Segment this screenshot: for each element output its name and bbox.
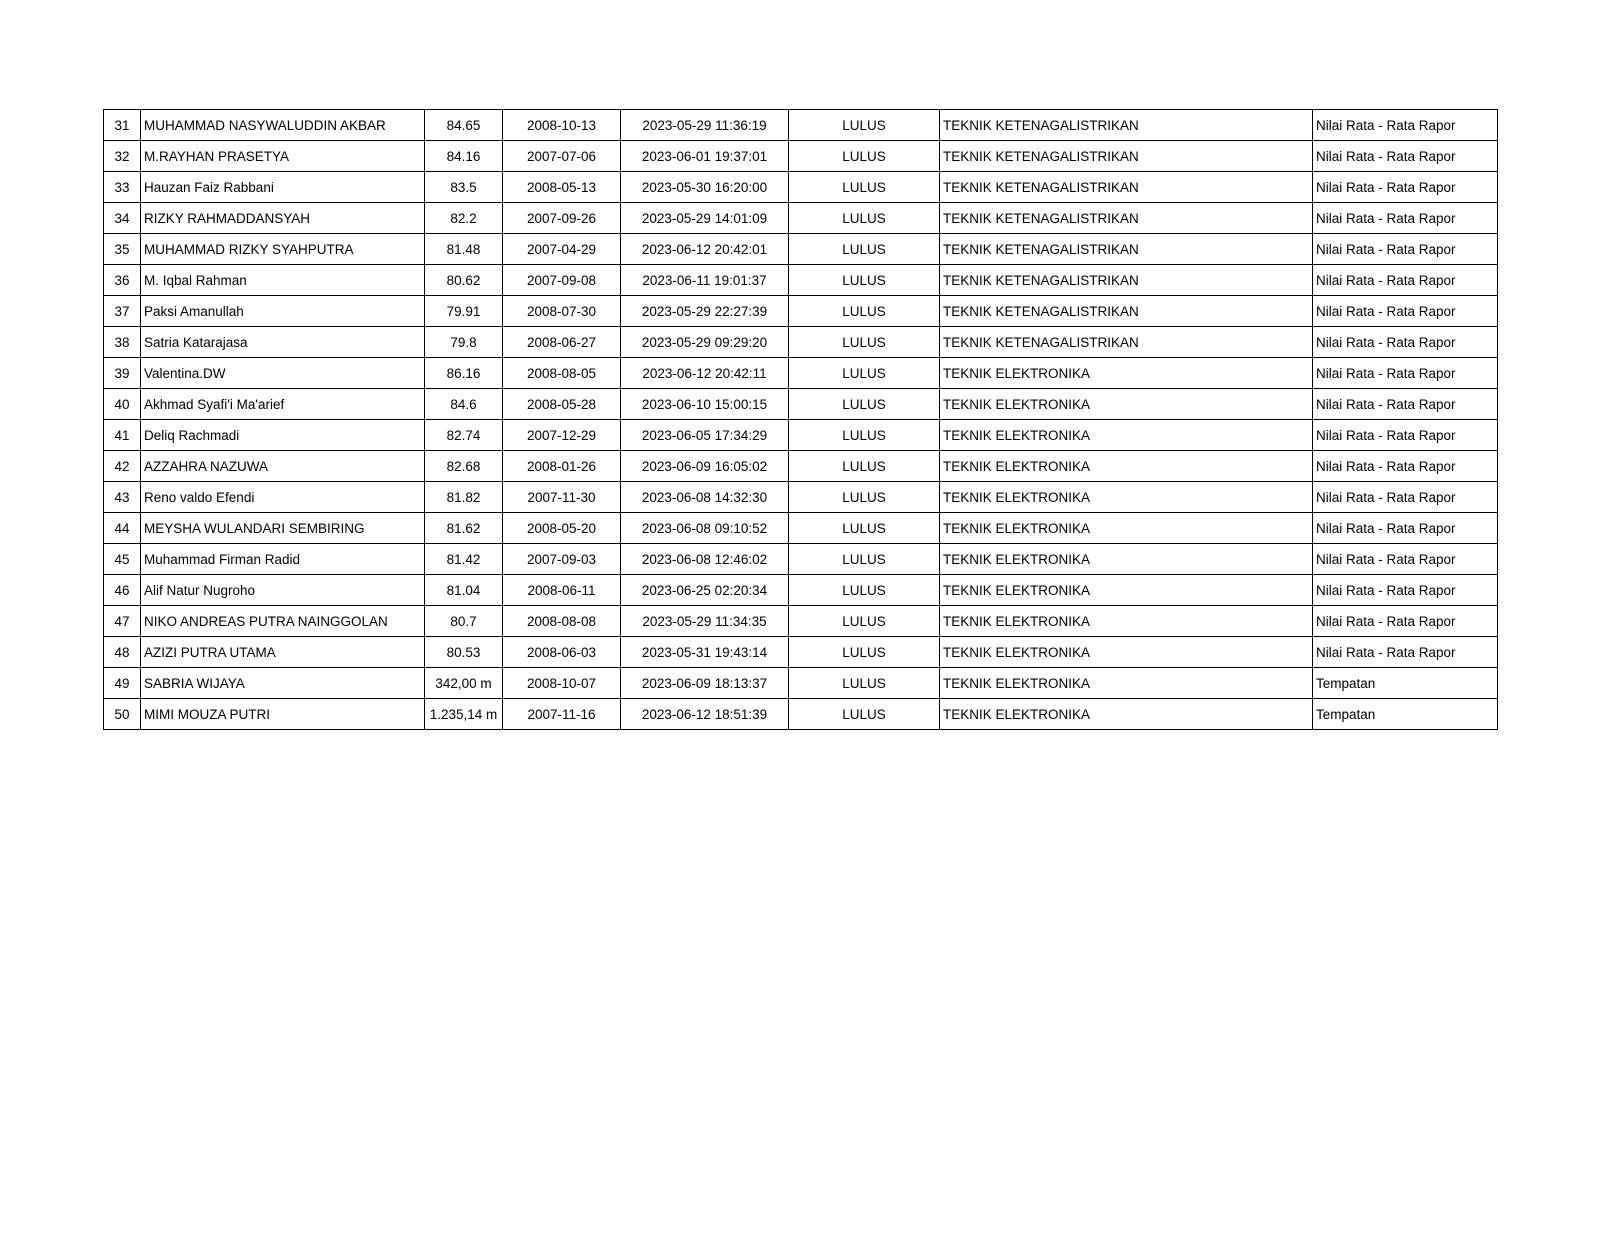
program-cell: TEKNIK KETENAGALISTRIKAN [940, 203, 1313, 234]
score-cell: 80.62 [425, 265, 503, 296]
status-cell: LULUS [789, 420, 940, 451]
student-name-cell: RIZKY RAHMADDANSYAH [141, 203, 425, 234]
registration-time-cell: 2023-06-09 16:05:02 [621, 451, 789, 482]
birth-date-cell: 2008-08-08 [503, 606, 621, 637]
table-row [104, 358, 1498, 389]
program-cell: TEKNIK ELEKTRONIKA [940, 544, 1313, 575]
table-row [104, 203, 1498, 234]
student-name-cell: Paksi Amanullah [141, 296, 425, 327]
status-cell: LULUS [789, 110, 940, 141]
student-name-cell: MIMI MOUZA PUTRI [141, 699, 425, 730]
program-cell: TEKNIK KETENAGALISTRIKAN [940, 141, 1313, 172]
status-cell: LULUS [789, 668, 940, 699]
program-cell: TEKNIK ELEKTRONIKA [940, 451, 1313, 482]
registration-time-cell: 2023-06-12 18:51:39 [621, 699, 789, 730]
registration-time-cell: 2023-06-12 20:42:11 [621, 358, 789, 389]
table-row [104, 296, 1498, 327]
table-row [104, 513, 1498, 544]
student-name-cell: Hauzan Faiz Rabbani [141, 172, 425, 203]
row-number-cell: 38 [104, 327, 141, 358]
status-cell: LULUS [789, 296, 940, 327]
status-cell: LULUS [789, 389, 940, 420]
registration-time-cell: 2023-06-08 14:32:30 [621, 482, 789, 513]
row-number-cell: 31 [104, 110, 141, 141]
birth-date-cell: 2008-10-13 [503, 110, 621, 141]
table-row [104, 544, 1498, 575]
student-name-cell: NIKO ANDREAS PUTRA NAINGGOLAN [141, 606, 425, 637]
birth-date-cell: 2008-10-07 [503, 668, 621, 699]
score-cell: 79.91 [425, 296, 503, 327]
score-cell: 86.16 [425, 358, 503, 389]
score-cell: 79.8 [425, 327, 503, 358]
status-cell: LULUS [789, 513, 940, 544]
program-cell: TEKNIK ELEKTRONIKA [940, 358, 1313, 389]
status-cell: LULUS [789, 358, 940, 389]
pathway-cell: Nilai Rata - Rata Rapor [1313, 141, 1498, 172]
program-cell: TEKNIK KETENAGALISTRIKAN [940, 327, 1313, 358]
row-number-cell: 34 [104, 203, 141, 234]
row-number-cell: 42 [104, 451, 141, 482]
pathway-cell: Nilai Rata - Rata Rapor [1313, 265, 1498, 296]
birth-date-cell: 2007-12-29 [503, 420, 621, 451]
program-cell: TEKNIK ELEKTRONIKA [940, 389, 1313, 420]
score-cell: 1.235,14 m [425, 699, 503, 730]
table-row [104, 110, 1498, 141]
score-cell: 84.16 [425, 141, 503, 172]
row-number-cell: 40 [104, 389, 141, 420]
program-cell: TEKNIK KETENAGALISTRIKAN [940, 110, 1313, 141]
birth-date-cell: 2007-11-30 [503, 482, 621, 513]
row-number-cell: 44 [104, 513, 141, 544]
table-row [104, 141, 1498, 172]
student-name-cell: Deliq Rachmadi [141, 420, 425, 451]
registration-time-cell: 2023-05-31 19:43:14 [621, 637, 789, 668]
program-cell: TEKNIK ELEKTRONIKA [940, 606, 1313, 637]
birth-date-cell: 2008-06-11 [503, 575, 621, 606]
pathway-cell: Nilai Rata - Rata Rapor [1313, 203, 1498, 234]
registration-time-cell: 2023-06-05 17:34:29 [621, 420, 789, 451]
score-cell: 83.5 [425, 172, 503, 203]
birth-date-cell: 2008-01-26 [503, 451, 621, 482]
birth-date-cell: 2008-05-20 [503, 513, 621, 544]
score-cell: 81.48 [425, 234, 503, 265]
status-cell: LULUS [789, 637, 940, 668]
score-cell: 81.42 [425, 544, 503, 575]
pathway-cell: Nilai Rata - Rata Rapor [1313, 234, 1498, 265]
table-row [104, 637, 1498, 668]
row-number-cell: 47 [104, 606, 141, 637]
status-cell: LULUS [789, 544, 940, 575]
registration-time-cell: 2023-06-08 09:10:52 [621, 513, 789, 544]
table-row [104, 451, 1498, 482]
program-cell: TEKNIK ELEKTRONIKA [940, 668, 1313, 699]
birth-date-cell: 2008-06-03 [503, 637, 621, 668]
row-number-cell: 43 [104, 482, 141, 513]
registration-time-cell: 2023-06-12 20:42:01 [621, 234, 789, 265]
row-number-cell: 39 [104, 358, 141, 389]
table-row [104, 172, 1498, 203]
row-number-cell: 49 [104, 668, 141, 699]
score-cell: 82.2 [425, 203, 503, 234]
row-number-cell: 37 [104, 296, 141, 327]
student-name-cell: Valentina.DW [141, 358, 425, 389]
status-cell: LULUS [789, 265, 940, 296]
row-number-cell: 45 [104, 544, 141, 575]
program-cell: TEKNIK ELEKTRONIKA [940, 420, 1313, 451]
birth-date-cell: 2008-05-28 [503, 389, 621, 420]
pathway-cell: Nilai Rata - Rata Rapor [1313, 482, 1498, 513]
row-number-cell: 32 [104, 141, 141, 172]
birth-date-cell: 2007-09-08 [503, 265, 621, 296]
table-row [104, 668, 1498, 699]
registration-time-cell: 2023-06-10 15:00:15 [621, 389, 789, 420]
registration-time-cell: 2023-05-29 11:34:35 [621, 606, 789, 637]
score-cell: 342,00 m [425, 668, 503, 699]
birth-date-cell: 2007-07-06 [503, 141, 621, 172]
student-name-cell: M. Iqbal Rahman [141, 265, 425, 296]
student-name-cell: Alif Natur Nugroho [141, 575, 425, 606]
student-name-cell: MUHAMMAD NASYWALUDDIN AKBAR [141, 110, 425, 141]
row-number-cell: 48 [104, 637, 141, 668]
score-cell: 82.74 [425, 420, 503, 451]
birth-date-cell: 2008-05-13 [503, 172, 621, 203]
score-cell: 80.53 [425, 637, 503, 668]
registration-time-cell: 2023-05-29 22:27:39 [621, 296, 789, 327]
status-cell: LULUS [789, 699, 940, 730]
row-number-cell: 36 [104, 265, 141, 296]
program-cell: TEKNIK KETENAGALISTRIKAN [940, 172, 1313, 203]
pathway-cell: Nilai Rata - Rata Rapor [1313, 513, 1498, 544]
student-name-cell: Satria Katarajasa [141, 327, 425, 358]
score-cell: 81.62 [425, 513, 503, 544]
program-cell: TEKNIK ELEKTRONIKA [940, 575, 1313, 606]
pathway-cell: Nilai Rata - Rata Rapor [1313, 420, 1498, 451]
birth-date-cell: 2007-04-29 [503, 234, 621, 265]
program-cell: TEKNIK ELEKTRONIKA [940, 637, 1313, 668]
score-cell: 82.68 [425, 451, 503, 482]
table-row [104, 420, 1498, 451]
pathway-cell: Nilai Rata - Rata Rapor [1313, 327, 1498, 358]
table-row [104, 575, 1498, 606]
pathway-cell: Nilai Rata - Rata Rapor [1313, 389, 1498, 420]
student-name-cell: AZZAHRA NAZUWA [141, 451, 425, 482]
program-cell: TEKNIK KETENAGALISTRIKAN [940, 296, 1313, 327]
student-name-cell: Reno valdo Efendi [141, 482, 425, 513]
student-name-cell: SABRIA WIJAYA [141, 668, 425, 699]
row-number-cell: 46 [104, 575, 141, 606]
birth-date-cell: 2008-08-05 [503, 358, 621, 389]
registration-time-cell: 2023-06-09 18:13:37 [621, 668, 789, 699]
program-cell: TEKNIK KETENAGALISTRIKAN [940, 234, 1313, 265]
student-name-cell: AZIZI PUTRA UTAMA [141, 637, 425, 668]
status-cell: LULUS [789, 172, 940, 203]
score-cell: 84.65 [425, 110, 503, 141]
program-cell: TEKNIK KETENAGALISTRIKAN [940, 265, 1313, 296]
registration-time-cell: 2023-06-01 19:37:01 [621, 141, 789, 172]
birth-date-cell: 2008-07-30 [503, 296, 621, 327]
status-cell: LULUS [789, 482, 940, 513]
score-cell: 81.04 [425, 575, 503, 606]
status-cell: LULUS [789, 606, 940, 637]
pathway-cell: Tempatan [1313, 699, 1498, 730]
table-row [104, 389, 1498, 420]
row-number-cell: 35 [104, 234, 141, 265]
table-body [104, 110, 1498, 730]
status-cell: LULUS [789, 451, 940, 482]
status-cell: LULUS [789, 203, 940, 234]
table-row [104, 606, 1498, 637]
pathway-cell: Tempatan [1313, 668, 1498, 699]
status-cell: LULUS [789, 141, 940, 172]
birth-date-cell: 2007-09-03 [503, 544, 621, 575]
student-name-cell: M.RAYHAN PRASETYA [141, 141, 425, 172]
birth-date-cell: 2007-09-26 [503, 203, 621, 234]
student-name-cell: Muhammad Firman Radid [141, 544, 425, 575]
pathway-cell: Nilai Rata - Rata Rapor [1313, 110, 1498, 141]
pathway-cell: Nilai Rata - Rata Rapor [1313, 575, 1498, 606]
program-cell: TEKNIK ELEKTRONIKA [940, 699, 1313, 730]
registration-time-cell: 2023-05-30 16:20:00 [621, 172, 789, 203]
registration-time-cell: 2023-05-29 11:36:19 [621, 110, 789, 141]
score-cell: 81.82 [425, 482, 503, 513]
status-cell: LULUS [789, 234, 940, 265]
pathway-cell: Nilai Rata - Rata Rapor [1313, 296, 1498, 327]
student-name-cell: MEYSHA WULANDARI SEMBIRING [141, 513, 425, 544]
table-row [104, 699, 1498, 730]
registration-time-cell: 2023-06-08 12:46:02 [621, 544, 789, 575]
row-number-cell: 50 [104, 699, 141, 730]
pathway-cell: Nilai Rata - Rata Rapor [1313, 358, 1498, 389]
program-cell: TEKNIK ELEKTRONIKA [940, 513, 1313, 544]
results-table [103, 109, 1498, 730]
pathway-cell: Nilai Rata - Rata Rapor [1313, 451, 1498, 482]
registration-time-cell: 2023-06-25 02:20:34 [621, 575, 789, 606]
registration-time-cell: 2023-05-29 14:01:09 [621, 203, 789, 234]
student-name-cell: MUHAMMAD RIZKY SYAHPUTRA [141, 234, 425, 265]
score-cell: 80.7 [425, 606, 503, 637]
pathway-cell: Nilai Rata - Rata Rapor [1313, 637, 1498, 668]
registration-time-cell: 2023-05-29 09:29:20 [621, 327, 789, 358]
pathway-cell: Nilai Rata - Rata Rapor [1313, 544, 1498, 575]
table-row [104, 234, 1498, 265]
table-row [104, 265, 1498, 296]
score-cell: 84.6 [425, 389, 503, 420]
table-row [104, 327, 1498, 358]
registration-time-cell: 2023-06-11 19:01:37 [621, 265, 789, 296]
row-number-cell: 41 [104, 420, 141, 451]
program-cell: TEKNIK ELEKTRONIKA [940, 482, 1313, 513]
pathway-cell: Nilai Rata - Rata Rapor [1313, 172, 1498, 203]
row-number-cell: 33 [104, 172, 141, 203]
student-name-cell: Akhmad Syafi'i Ma'arief [141, 389, 425, 420]
birth-date-cell: 2007-11-16 [503, 699, 621, 730]
birth-date-cell: 2008-06-27 [503, 327, 621, 358]
pathway-cell: Nilai Rata - Rata Rapor [1313, 606, 1498, 637]
status-cell: LULUS [789, 575, 940, 606]
status-cell: LULUS [789, 327, 940, 358]
table-row [104, 482, 1498, 513]
